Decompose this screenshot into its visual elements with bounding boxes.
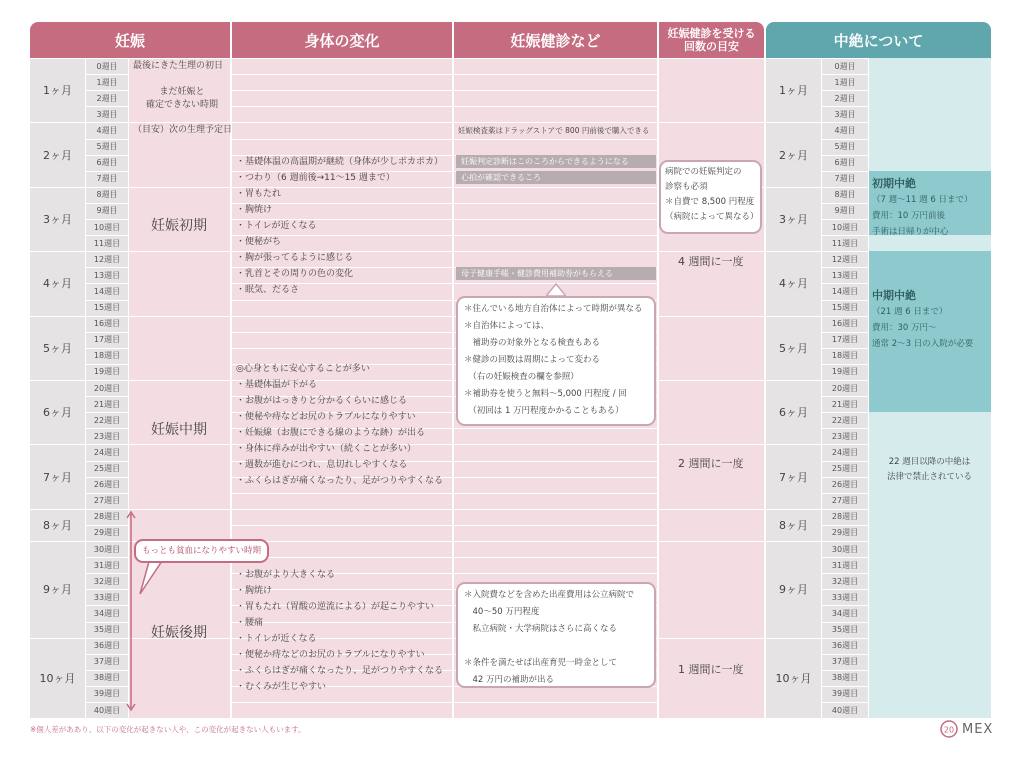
week-label: 18週目 [93,351,121,361]
week-label-right: 3週目 [834,109,856,119]
week-label: 30週目 [93,544,121,554]
week-label: 13週目 [93,270,121,280]
body-change-item: ・胃もたれ（胃酸の逆流による）が起こりやすい [236,602,435,612]
row-divider [454,58,657,59]
body-change-item: ・胸焼け [236,205,273,215]
week-label-right: 28週目 [831,512,859,522]
note-unconfirmed [146,86,218,112]
note-week0: 最後にきた生理の初日 [133,61,224,71]
week-label-right: 17週目 [831,335,859,345]
body-change-item: ・便秘がち [236,237,282,247]
week-label-right: 16週目 [831,319,859,329]
body-change-item: ・お腹がはっきりと分かるくらいに感じる [236,396,408,406]
body-changes-late [236,567,443,695]
week-label-right: 22週目 [831,415,859,425]
row-divider [232,139,452,140]
row-divider [232,300,452,301]
anemia-note: もっとも貧血になりやすい時期 [134,539,269,563]
body-change-item: ・つわり（6 週前後→11〜15 週まで） [236,173,395,183]
week-label: 39週目 [93,689,121,699]
row-divider [232,122,452,123]
week-label-right: 5週目 [834,142,856,152]
month-label: 1ヶ月 [43,84,72,98]
month-label: 4ヶ月 [43,277,72,291]
week-label-right: 7週目 [834,174,856,184]
birth-cost-line [464,638,648,655]
week-label: 33週目 [93,592,121,602]
week-label-right: 33週目 [831,592,859,602]
month-divider [129,187,230,188]
week-label: 36週目 [93,641,121,651]
week-label: 26週目 [93,480,121,490]
month-label-right: 7ヶ月 [779,470,808,484]
week-label: 15週目 [93,303,121,313]
month-label: 9ヶ月 [43,583,72,597]
week-label: 32週目 [93,576,121,586]
body-change-item: ・乳首とその周りの色の変化 [236,269,354,279]
header-body-changes [232,22,452,58]
early-abortion-title: 初期中絶 [872,177,916,190]
subsidy-line: （初回は 1 万円程度かかることもある） [464,406,624,416]
body-change-item: ・基礎体温が下がる [236,380,318,390]
body-change-item: ・ふくらはぎが痛くなったり、足がつりやすくなる [236,476,444,486]
week-label-right: 29週目 [831,528,859,538]
subsidy-bubble-tail [546,283,566,297]
body-change-item: ・ふくらはぎが痛くなったり、足がつりやすくなる [236,666,444,676]
week-label: 0週目 [96,61,118,71]
week-label-right: 25週目 [831,464,859,474]
row-divider [454,139,657,140]
body-change-item: ・便秘か痔などのお尻のトラブルになりやすい [236,650,425,660]
row-divider [232,525,452,526]
header-pregnancy [30,22,230,58]
hospital-line: 診察も必須 [665,182,708,192]
mid-abortion-info [872,288,973,352]
week-label-right: 12週目 [831,254,859,264]
birth-cost-bubble [456,582,656,688]
week-label-right: 36週目 [831,641,859,651]
month-label-right: 5ヶ月 [779,341,808,355]
row-divider [454,573,657,574]
row-divider [232,90,452,91]
body-change-item: ・むくみが生じやすい [236,682,327,692]
week-label-right: 32週目 [831,576,859,586]
subsidy-line: ＊補助券を使うと無料〜5,000 円程度 / 回 [464,389,627,399]
week-label-right: 19週目 [831,367,859,377]
month-divider [659,316,764,317]
logo-text: MEX [962,721,994,737]
month-label-right: 10ヶ月 [775,671,812,685]
hospital-line: 病院での妊娠判定の [665,167,742,177]
week-label-right: 38週目 [831,673,859,683]
week-label: 9週目 [96,206,118,216]
body-change-item: ・胃もたれ [236,189,282,199]
row-divider [232,316,452,317]
month-label: 10ヶ月 [39,671,76,685]
handbook-bar: 母子健康手帳・健診費用補助券がもらえる [456,267,656,280]
week-label-right: 30週目 [831,544,859,554]
header-abortion-label: 中絶について [833,31,924,50]
anemia-range-arrow [124,508,138,714]
stage-mid: 妊娠中期 [151,422,207,438]
week-label: 27週目 [93,496,121,506]
subsidy-line: ＊自治体によっては、 [464,321,550,331]
week-label-right: 40週目 [831,705,859,715]
month-label-right: 2ヶ月 [779,148,808,162]
header-checkup-frequency [659,22,764,58]
month-divider [129,509,230,510]
month-label-right: 8ヶ月 [779,518,808,532]
week-label: 25週目 [93,464,121,474]
body-change-item: ・お腹がより大きくなる [236,570,336,580]
week-label: 10週目 [93,222,121,232]
week-label: 4週目 [96,125,118,135]
week-label: 20週目 [93,383,121,393]
abortion-ban-1: 22 週目以降の中絶は [888,457,971,467]
month-divider [659,541,764,542]
stage-late: 妊娠後期 [151,625,207,641]
week-label: 29週目 [93,528,121,538]
header-body-changes-label: 身体の変化 [304,31,380,50]
early-abortion-info [872,176,972,240]
row-divider [454,106,657,107]
row-divider [454,509,657,510]
hospital-line: ＊自費で 8,500 円程度 [665,197,755,207]
birth-cost-line: ＊入院費などを含めた出産費用は公立病院で [464,590,635,600]
birth-cost-line: 42 万円の補助が出る [464,675,555,685]
week-label: 11週目 [93,238,121,248]
early-abortion-note: 手術は日帰りが中心 [872,227,949,237]
note-unconfirmed-1: まだ妊娠と [159,87,205,97]
week-label: 28週目 [93,512,121,522]
month-divider [659,380,764,381]
body-change-item: ・腰痛 [236,618,264,628]
month-divider [659,58,764,59]
footnote: ※個人差がああり、以下の変化が起きない人や、この変化が起きない人もいます。 [30,725,306,734]
header-abortion [766,22,991,58]
row-divider [454,525,657,526]
header-checkups-label: 妊娠健診など [510,31,601,50]
subsidy-line: ＊健診の回数は周期によって変わる [464,355,601,365]
row-divider [454,428,657,429]
month-divider [129,380,230,381]
row-divider [232,106,452,107]
row-divider [454,493,657,494]
week-label-right: 18週目 [831,351,859,361]
body-change-item: ・基礎体温の高温期が継続（身体が少しポカポカ） [236,157,444,167]
body-change-item: ・眠気、だるさ [236,285,300,295]
body-change-item: ・週数が進むにつれ、息切れしやすくなる [236,460,408,470]
week-label: 40週目 [93,705,121,715]
week-label: 31週目 [93,560,121,570]
mid-abortion-title: 中期中絶 [872,289,916,302]
week-label: 24週目 [93,447,121,457]
body-change-item: ・トイレが近くなる [236,634,317,644]
week-label: 5週目 [96,142,118,152]
subsidy-line: （右の妊娠検査の欄を参照） [464,372,579,382]
early-abortion-period: （7 週〜11 週 6 日まで） [872,195,973,205]
month-label-right: 1ヶ月 [779,84,808,98]
month-divider [659,444,764,445]
week-label-right: 0週目 [834,61,856,71]
row-divider [232,493,452,494]
month-label: 5ヶ月 [43,341,72,355]
week-label-right: 6週目 [834,158,856,168]
birth-cost-line: 私立病院・大学病院はさらに高くなる [464,624,618,634]
month-label-right: 9ヶ月 [779,583,808,597]
row-divider [454,74,657,75]
week-label-right: 15週目 [831,303,859,313]
header-freq-line2: 回数の目安 [684,40,739,53]
birth-cost-line: 40〜50 万円程度 [464,607,540,617]
header-freq-line1: 妊娠健診を受ける [667,27,756,40]
month-label: 6ヶ月 [43,406,72,420]
month-label-right: 4ヶ月 [779,277,808,291]
week-label: 22週目 [93,415,121,425]
row-divider [454,187,657,188]
body-change-item: ◎心身ともに安心することが多い [236,364,370,374]
body-change-item: ・胸が張ってるように感じる [236,253,354,263]
hospital-diagnosis-bubble [659,160,762,234]
logo [940,720,993,738]
month-divider [129,316,230,317]
row-divider [454,444,657,445]
month-label-right: 6ヶ月 [779,406,808,420]
week-label-right: 24週目 [831,447,859,457]
freq-every2: 2 週間に一度 [678,457,744,470]
row-divider [454,461,657,462]
week-label: 12週目 [93,254,121,264]
body-change-item: ・胸焼け [236,586,273,596]
birth-cost-line: ＊条件を満たせば出産育児一時金として [464,658,618,668]
week-label: 35週目 [93,625,121,635]
week-label-right: 27週目 [831,496,859,506]
row-divider [454,90,657,91]
mid-abortion-note: 通常 2〜3 日の入院が必要 [872,339,974,349]
week-label-right: 4週目 [834,125,856,135]
row-divider [232,702,452,703]
month-label-right: 3ヶ月 [779,212,808,226]
week-label: 6週目 [96,158,118,168]
week-label-right: 11週目 [831,238,859,248]
subsidy-line: ＊住んでいる地方自治体によって時期が異なる [464,304,643,314]
row-divider [232,509,452,510]
month-divider [129,444,230,445]
month-divider [659,509,764,510]
row-divider [454,235,657,236]
row-divider [232,332,452,333]
row-divider [454,718,657,719]
row-divider [232,718,452,719]
week-label-right: 23週目 [831,431,859,441]
week-label: 1週目 [96,77,118,87]
note-week4: （目安）次の生理予定日 [133,125,233,135]
week-label: 7週目 [96,174,118,184]
diagnosis-bar: 妊娠判定診断はこのころからできるようになる [456,155,656,168]
stage-early: 妊娠初期 [151,218,207,234]
month-label: 7ヶ月 [43,470,72,484]
early-abortion-cost: 費用：10 万円前後 [872,211,946,221]
week-label: 16週目 [93,319,121,329]
week-label-right: 21週目 [831,399,859,409]
body-change-item: ・妊娠線（お腹にできる線のような跡）が出る [236,428,426,438]
week-label: 38週目 [93,673,121,683]
freq-every1: 1 週間に一度 [678,663,744,676]
week-label-right: 1週目 [834,77,856,87]
week-label: 19週目 [93,367,121,377]
row-divider [822,718,868,719]
week-label: 23週目 [93,431,121,441]
note-unconfirmed-2: 確定できない時期 [146,100,219,110]
abortion-ban-note [872,455,987,485]
body-change-item: ・便秘や痔などお尻のトラブルになりやすい [236,412,416,422]
week-label-right: 20週目 [831,383,859,393]
row-divider [86,718,128,719]
month-label: 3ヶ月 [43,212,72,226]
month-divider [659,638,764,639]
abortion-ban-2: 法律で禁止されている [886,472,972,482]
week-label: 3週目 [96,109,118,119]
heartbeat-bar: 心拍が確認できるころ [456,171,656,184]
row-divider [232,348,452,349]
row-divider [454,541,657,542]
mid-abortion-period: （21 週 6 日まで） [872,307,948,317]
row-divider [454,219,657,220]
body-changes-early [236,154,443,298]
month-divider [659,122,764,123]
week-label-right: 9週目 [834,206,856,216]
month-divider [129,251,230,252]
subsidy-bubble [456,296,656,426]
week-label: 37週目 [93,657,121,667]
week-label-right: 10週目 [831,222,859,232]
month-label: 2ヶ月 [43,148,72,162]
week-label: 14週目 [93,286,121,296]
freq-col [659,58,764,718]
week-label: 8週目 [96,190,118,200]
mid-abortion-cost: 費用：30 万円〜 [872,323,937,333]
subsidy-line: 補助券の対象外となる検査もある [464,338,601,348]
month-label: 8ヶ月 [43,518,72,532]
week-label: 21週目 [93,399,121,409]
week-label: 34週目 [93,608,121,618]
hospital-line: （病院によって異なる） [665,212,759,222]
body-change-item: ・身体に痒みが出やすい（続くことが多い） [236,444,417,454]
body-change-item: ・トイレが近くなる [236,221,317,231]
row-divider [454,702,657,703]
row-divider [454,203,657,204]
week-label-right: 8週目 [834,190,856,200]
week-label-right: 14週目 [831,286,859,296]
week-label-right: 31週目 [831,560,859,570]
row-divider [232,58,452,59]
pregnancy-col [129,58,233,718]
week-label-right: 39週目 [831,689,859,699]
week-label-right: 26週目 [831,480,859,490]
week-label: 17週目 [93,335,121,345]
test-kit-note: 妊娠検査薬はドラッグストアで 800 円前後で購入できる [458,125,650,135]
week-label-right: 37週目 [831,657,859,667]
week-label-right: 2週目 [834,93,856,103]
row-divider [454,477,657,478]
logo-mark-icon [940,720,958,738]
body-changes-mid [236,361,443,489]
week-label: 2週目 [96,93,118,103]
week-label-right: 35週目 [831,625,859,635]
svg-text:20: 20 [943,725,955,735]
header-pregnancy-label: 妊娠 [114,31,145,50]
freq-every4: 4 週間に一度 [678,255,744,268]
week-label-right: 13週目 [831,270,859,280]
row-divider [454,557,657,558]
header-checkups [454,22,657,58]
row-divider [232,74,452,75]
row-divider [454,251,657,252]
week-label-right: 34週目 [831,608,859,618]
